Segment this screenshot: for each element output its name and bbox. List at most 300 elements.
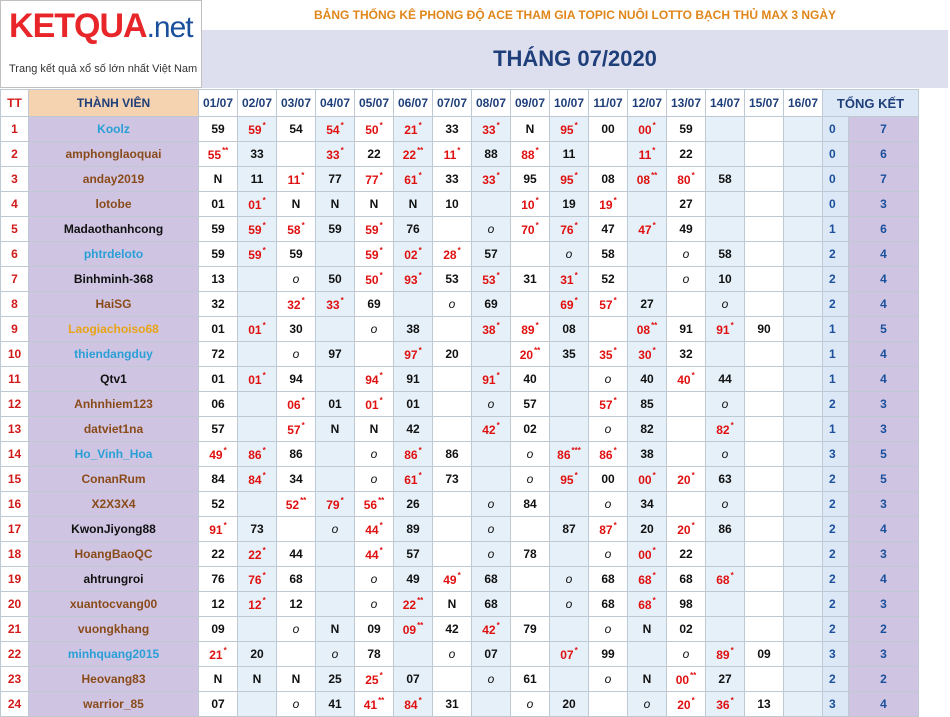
result-cell: 27 <box>667 192 706 217</box>
hit-value: 59* <box>248 221 266 237</box>
result-cell <box>706 142 745 167</box>
miss-mark: o <box>292 347 300 361</box>
total-hits: 1 <box>823 217 849 242</box>
result-cell: 01 <box>394 392 433 417</box>
total-days: 4 <box>849 292 919 317</box>
miss-mark: o <box>487 672 495 686</box>
result-cell <box>628 642 667 667</box>
hit-star-mark: * <box>730 321 734 330</box>
hit-value: 25* <box>365 671 383 687</box>
row-number: 6 <box>1 242 29 267</box>
table-row <box>1 542 919 567</box>
result-cell: 90 <box>745 317 784 342</box>
hit-value: 80* <box>677 171 695 187</box>
table-row <box>1 317 919 342</box>
hit-value: 21* <box>209 646 227 662</box>
member-name[interactable]: minhquang2015 <box>29 642 199 667</box>
hit-value: 33* <box>482 121 500 137</box>
result-cell <box>472 217 511 242</box>
result-cell: N <box>199 667 238 692</box>
result-cell <box>433 142 472 167</box>
result-cell <box>472 267 511 292</box>
result-cell: 50 <box>316 267 355 292</box>
hit-value: 07* <box>560 646 578 662</box>
miss-mark: o <box>487 547 495 561</box>
col-header-day: 08/07 <box>472 90 511 117</box>
result-cell <box>316 367 355 392</box>
hit-value: 40* <box>677 371 695 387</box>
result-cell: 99 <box>589 642 628 667</box>
result-cell: 38 <box>394 317 433 342</box>
result-cell: N <box>316 192 355 217</box>
result-cell <box>472 392 511 417</box>
result-cell <box>550 667 589 692</box>
result-cell <box>550 117 589 142</box>
hit-star-mark: * <box>301 296 305 305</box>
hit-value: 11* <box>443 146 461 162</box>
miss-mark: o <box>721 447 729 461</box>
result-cell <box>394 642 433 667</box>
result-cell <box>277 167 316 192</box>
miss-mark: o <box>370 597 378 611</box>
result-cell <box>355 517 394 542</box>
result-cell <box>589 142 628 167</box>
result-cell <box>355 692 394 717</box>
result-cell <box>394 142 433 167</box>
hit-value: 57* <box>287 421 305 437</box>
result-cell <box>550 417 589 442</box>
result-cell: 10 <box>433 192 472 217</box>
total-hits: 3 <box>823 442 849 467</box>
hit-star-mark: * <box>379 671 383 680</box>
table-row <box>1 617 919 642</box>
result-cell <box>355 567 394 592</box>
result-cell <box>784 667 823 692</box>
result-cell <box>784 167 823 192</box>
miss-mark: o <box>526 472 534 486</box>
result-cell: 25 <box>316 667 355 692</box>
result-cell <box>784 517 823 542</box>
result-cell: 38 <box>628 442 667 467</box>
hit-value: 70* <box>521 221 539 237</box>
result-cell <box>745 292 784 317</box>
table-row <box>1 442 919 467</box>
hit-star-mark: * <box>418 446 422 455</box>
hit-value: 01* <box>248 321 266 337</box>
miss-mark: o <box>682 272 690 286</box>
hit-star-mark: * <box>262 596 266 605</box>
result-cell <box>706 692 745 717</box>
hit-value: 84* <box>248 471 266 487</box>
result-cell <box>628 242 667 267</box>
result-cell <box>745 442 784 467</box>
hit-star-mark: ** <box>417 146 424 155</box>
hit-value: 31* <box>560 271 578 287</box>
hit-star-mark: * <box>379 171 383 180</box>
member-name[interactable]: Madaothanhcong <box>29 217 199 242</box>
hit-star-mark: * <box>379 521 383 530</box>
result-cell <box>277 642 316 667</box>
total-days: 5 <box>849 467 919 492</box>
hit-value: 10* <box>521 196 539 212</box>
result-cell <box>316 242 355 267</box>
result-cell <box>784 292 823 317</box>
miss-mark: o <box>487 222 495 236</box>
result-cell: 27 <box>628 292 667 317</box>
row-number: 14 <box>1 442 29 467</box>
result-cell <box>745 467 784 492</box>
result-cell <box>550 242 589 267</box>
row-number: 12 <box>1 392 29 417</box>
result-cell: 73 <box>238 517 277 542</box>
result-cell: 34 <box>277 467 316 492</box>
result-cell <box>628 142 667 167</box>
col-header-day: 01/07 <box>199 90 238 117</box>
member-name[interactable]: Binhminh-368 <box>29 267 199 292</box>
result-cell: N <box>277 667 316 692</box>
member-name[interactable]: phtrdeloto <box>29 242 199 267</box>
total-hits: 1 <box>823 317 849 342</box>
result-cell <box>745 142 784 167</box>
result-cell <box>511 442 550 467</box>
result-cell: 41 <box>316 692 355 717</box>
hit-star-mark: * <box>301 421 305 430</box>
result-cell <box>355 492 394 517</box>
result-cell <box>589 442 628 467</box>
table-row <box>1 267 919 292</box>
result-cell <box>199 642 238 667</box>
hit-star-mark: * <box>379 546 383 555</box>
result-cell <box>667 417 706 442</box>
member-name[interactable]: ConanRum <box>29 467 199 492</box>
hit-value: 84* <box>404 696 422 712</box>
col-header-total: TỔNG KẾT <box>823 90 919 117</box>
result-cell: 44 <box>706 367 745 392</box>
hit-star-mark: * <box>652 121 656 130</box>
result-cell <box>238 617 277 642</box>
result-cell: 78 <box>355 642 394 667</box>
hit-star-mark: * <box>691 521 695 530</box>
result-cell: 68 <box>667 567 706 592</box>
hit-star-mark: * <box>574 471 578 480</box>
member-name[interactable]: amphonglaoquai <box>29 142 199 167</box>
result-cell <box>394 692 433 717</box>
hit-star-mark: * <box>262 446 266 455</box>
hit-star-mark: * <box>496 621 500 630</box>
result-cell: 20 <box>550 692 589 717</box>
hit-value: 11* <box>287 171 305 187</box>
row-number: 22 <box>1 642 29 667</box>
result-cell <box>472 667 511 692</box>
total-days: 3 <box>849 492 919 517</box>
total-hits: 0 <box>823 117 849 142</box>
hit-value: 54* <box>326 121 344 137</box>
result-cell <box>745 192 784 217</box>
member-name[interactable]: anday2019 <box>29 167 199 192</box>
result-cell <box>628 117 667 142</box>
result-cell <box>355 442 394 467</box>
hit-value: 82* <box>716 421 734 437</box>
result-cell <box>238 267 277 292</box>
table-row <box>1 517 919 542</box>
result-cell <box>667 392 706 417</box>
miss-mark: o <box>292 622 300 636</box>
table-row <box>1 217 919 242</box>
miss-mark: o <box>526 447 534 461</box>
member-name[interactable]: ahtrungroi <box>29 567 199 592</box>
hit-value: 59* <box>365 221 383 237</box>
result-cell <box>745 167 784 192</box>
result-cell <box>355 217 394 242</box>
result-cell: N <box>238 667 277 692</box>
result-cell <box>238 242 277 267</box>
result-cell <box>745 217 784 242</box>
hit-star-mark: ** <box>378 496 385 505</box>
result-cell: 11 <box>238 167 277 192</box>
result-cell: 12 <box>277 592 316 617</box>
result-cell <box>589 667 628 692</box>
result-cell <box>277 492 316 517</box>
result-cell <box>589 392 628 417</box>
total-days: 3 <box>849 542 919 567</box>
hit-value: 33* <box>326 146 344 162</box>
result-cell <box>784 392 823 417</box>
result-cell <box>394 442 433 467</box>
hit-star-mark: * <box>574 221 578 230</box>
result-cell <box>745 392 784 417</box>
total-hits: 3 <box>823 642 849 667</box>
col-header-day: 09/07 <box>511 90 550 117</box>
result-cell: 11 <box>550 142 589 167</box>
result-cell <box>745 242 784 267</box>
result-cell <box>394 292 433 317</box>
result-cell: N <box>199 167 238 192</box>
result-cell <box>238 692 277 717</box>
total-hits: 1 <box>823 342 849 367</box>
result-cell <box>745 492 784 517</box>
result-cell <box>784 617 823 642</box>
result-cell: 49 <box>394 567 433 592</box>
member-name[interactable]: Laogiachoiso68 <box>29 317 199 342</box>
table-row <box>1 492 919 517</box>
member-name[interactable]: thiendangduy <box>29 342 199 367</box>
result-cell <box>784 242 823 267</box>
table-row <box>1 192 919 217</box>
hit-value: 08** <box>636 171 658 187</box>
result-cell <box>745 417 784 442</box>
result-cell <box>784 442 823 467</box>
result-cell <box>316 317 355 342</box>
hit-star-mark: * <box>613 446 617 455</box>
member-name[interactable]: HaiSG <box>29 292 199 317</box>
col-header-day: 11/07 <box>589 90 628 117</box>
table-row <box>1 467 919 492</box>
result-cell: 00 <box>589 467 628 492</box>
result-cell <box>667 492 706 517</box>
result-cell: 19 <box>550 192 589 217</box>
result-cell: 01 <box>199 317 238 342</box>
table-row <box>1 342 919 367</box>
result-cell <box>628 542 667 567</box>
hit-star-mark: * <box>652 546 656 555</box>
result-cell: 33 <box>433 117 472 142</box>
member-name[interactable]: datviet1na <box>29 417 199 442</box>
row-number: 11 <box>1 367 29 392</box>
row-number: 21 <box>1 617 29 642</box>
result-cell: N <box>316 617 355 642</box>
member-name[interactable]: lotobe <box>29 192 199 217</box>
hit-star-mark: * <box>574 121 578 130</box>
logo-tagline: Trang kết quả xổ số lớn nhất Việt Nam <box>9 63 198 75</box>
hit-star-mark: * <box>262 246 266 255</box>
total-hits: 2 <box>823 517 849 542</box>
result-cell: 86 <box>706 517 745 542</box>
hit-star-mark: * <box>418 271 422 280</box>
result-cell: 59 <box>199 242 238 267</box>
hit-value: 50* <box>365 121 383 137</box>
miss-mark: o <box>682 247 690 261</box>
member-name[interactable]: Qtv1 <box>29 367 199 392</box>
result-cell <box>550 217 589 242</box>
result-cell: 58 <box>706 242 745 267</box>
result-cell <box>199 442 238 467</box>
result-cell <box>628 342 667 367</box>
logo-wordmark: KETQUA.net <box>9 7 193 45</box>
result-cell: 00 <box>589 117 628 142</box>
result-cell <box>550 617 589 642</box>
result-cell <box>550 367 589 392</box>
total-days: 3 <box>849 592 919 617</box>
result-cell: 08 <box>550 317 589 342</box>
result-cell <box>511 567 550 592</box>
table-row <box>1 392 919 417</box>
member-name[interactable]: Heovang83 <box>29 667 199 692</box>
total-days: 7 <box>849 117 919 142</box>
result-cell: 22 <box>667 542 706 567</box>
hit-value: 49* <box>443 571 461 587</box>
result-cell <box>472 192 511 217</box>
miss-mark: o <box>487 497 495 511</box>
hit-star-mark: ** <box>651 321 658 330</box>
hit-star-mark: * <box>652 346 656 355</box>
result-cell: 57 <box>199 417 238 442</box>
result-cell <box>472 367 511 392</box>
member-name[interactable]: KwonJiyong88 <box>29 517 199 542</box>
member-name[interactable]: warrior_85 <box>29 692 199 717</box>
member-name[interactable]: xuantocvang00 <box>29 592 199 617</box>
table-row <box>1 417 919 442</box>
hit-value: 00** <box>675 671 697 687</box>
member-name[interactable]: Anhnhiem123 <box>29 392 199 417</box>
result-cell <box>784 567 823 592</box>
member-name[interactable]: Ho_Vinh_Hoa <box>29 442 199 467</box>
result-cell <box>199 142 238 167</box>
result-cell <box>667 667 706 692</box>
hit-star-mark: * <box>301 171 305 180</box>
result-cell <box>628 217 667 242</box>
hit-value: 49* <box>209 446 227 462</box>
result-cell: 13 <box>745 692 784 717</box>
result-cell <box>433 217 472 242</box>
col-header-member: THÀNH VIÊN <box>29 90 199 117</box>
result-cell: 76 <box>199 567 238 592</box>
hit-star-mark: * <box>574 646 578 655</box>
table-row <box>1 167 919 192</box>
hit-value: 22* <box>248 546 266 562</box>
result-cell: 20 <box>238 642 277 667</box>
result-cell <box>472 442 511 467</box>
result-cell <box>355 342 394 367</box>
result-cell: 44 <box>277 542 316 567</box>
member-name[interactable]: Koolz <box>29 117 199 142</box>
miss-mark: o <box>682 647 690 661</box>
result-cell <box>784 542 823 567</box>
result-cell: 59 <box>316 217 355 242</box>
total-days: 4 <box>849 692 919 717</box>
hit-star-mark: * <box>262 471 266 480</box>
result-cell <box>472 317 511 342</box>
result-cell: 09 <box>199 617 238 642</box>
hit-star-mark: * <box>262 221 266 230</box>
hit-value: 20* <box>677 696 695 712</box>
result-cell <box>394 617 433 642</box>
col-header-day: 15/07 <box>745 90 784 117</box>
hit-value: 06* <box>287 396 305 412</box>
result-cell: 53 <box>433 267 472 292</box>
result-cell: 88 <box>472 142 511 167</box>
result-cell <box>355 367 394 392</box>
hit-star-mark: * <box>535 146 539 155</box>
total-days: 3 <box>849 192 919 217</box>
col-header-day: 03/07 <box>277 90 316 117</box>
result-cell <box>628 267 667 292</box>
hit-star-mark: * <box>730 571 734 580</box>
miss-mark: o <box>292 697 300 711</box>
result-cell: 68 <box>589 567 628 592</box>
result-cell <box>355 267 394 292</box>
ketqua-logo[interactable] <box>0 0 202 88</box>
hit-star-mark: * <box>535 196 539 205</box>
result-cell <box>277 517 316 542</box>
result-cell <box>745 542 784 567</box>
result-cell: 58 <box>706 167 745 192</box>
member-name[interactable]: vuongkhang <box>29 617 199 642</box>
row-number: 15 <box>1 467 29 492</box>
result-cell <box>238 467 277 492</box>
result-cell <box>355 542 394 567</box>
result-cell <box>667 367 706 392</box>
result-cell <box>316 517 355 542</box>
result-cell: 02 <box>667 617 706 642</box>
hit-star-mark: ** <box>378 696 385 705</box>
hit-star-mark: * <box>418 696 422 705</box>
row-number: 10 <box>1 342 29 367</box>
table-row <box>1 292 919 317</box>
total-days: 3 <box>849 417 919 442</box>
result-cell: 27 <box>706 667 745 692</box>
member-name[interactable]: X2X3X4 <box>29 492 199 517</box>
hit-value: 01* <box>248 196 266 212</box>
member-name[interactable]: HoangBaoQC <box>29 542 199 567</box>
result-cell <box>706 117 745 142</box>
result-cell: 07 <box>472 642 511 667</box>
table-row <box>1 142 919 167</box>
result-cell: 34 <box>628 492 667 517</box>
hit-value: 33* <box>326 296 344 312</box>
hit-value: 22** <box>402 596 424 612</box>
result-cell: 59 <box>199 217 238 242</box>
result-cell <box>511 142 550 167</box>
